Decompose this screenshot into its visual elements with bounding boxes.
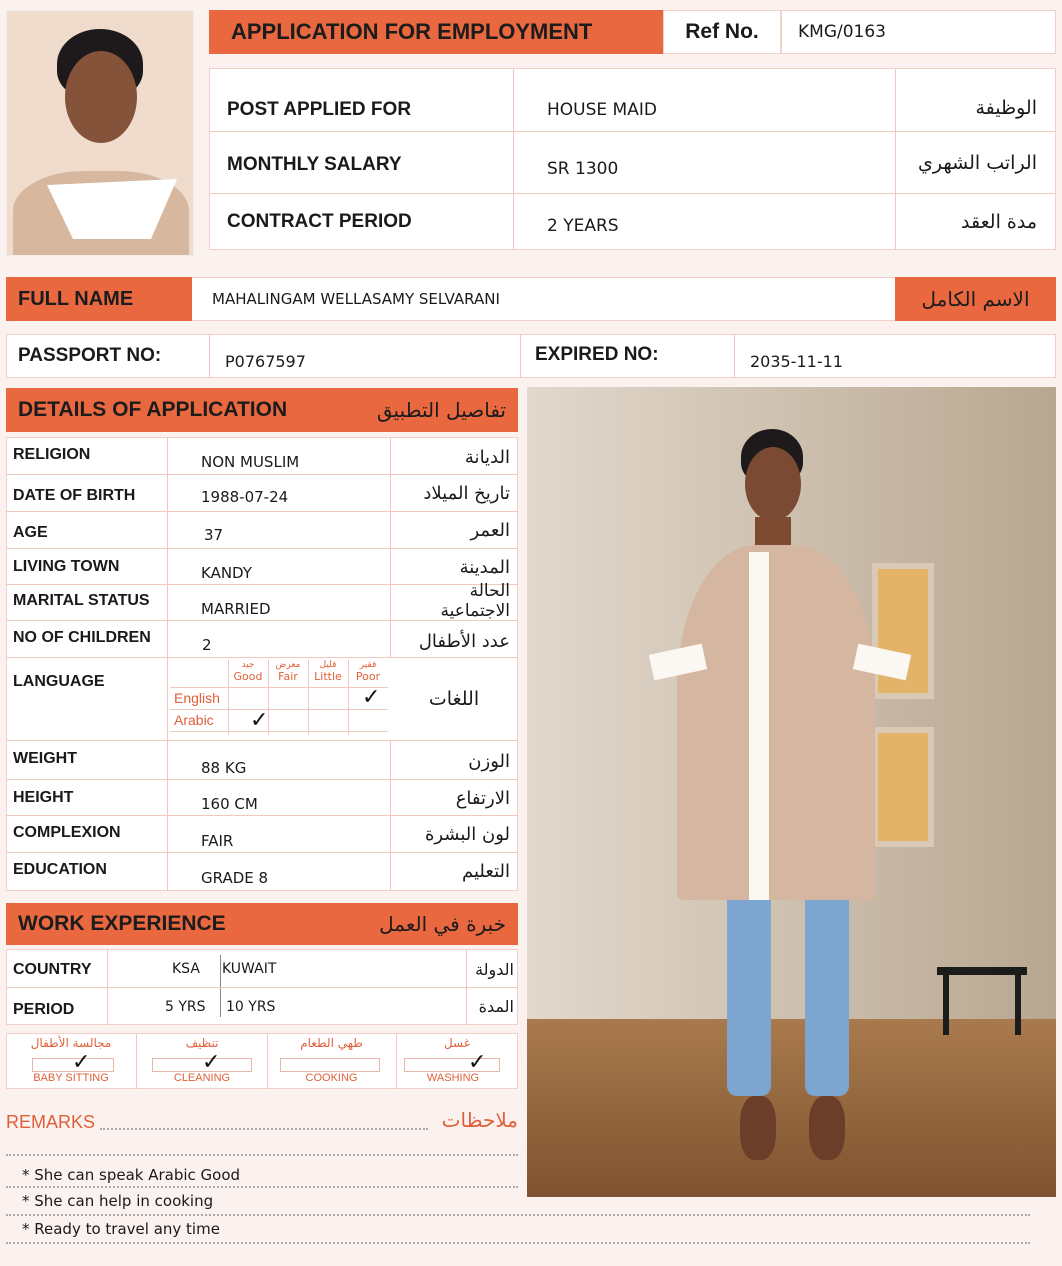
children-label: NO OF CHILDREN [13, 629, 151, 646]
remark-line-3: * Ready to travel any time [22, 1220, 220, 1238]
washing-check-icon: ✓ [468, 1050, 487, 1075]
children-value: 2 [202, 636, 212, 654]
marital-status-value: MARRIED [201, 600, 271, 618]
complexion-label: COMPLEXION [13, 824, 121, 841]
weight-value: 88 KG [201, 759, 247, 777]
education-value: GRADE 8 [201, 869, 269, 887]
period-ar: المدة [478, 996, 514, 1016]
language-grid: جيد Good معرض Fair قليل Little فقير Poor English Arabic ✓ ✓ [170, 660, 388, 735]
full-name-value: MAHALINGAM WELLASAMY SELVARANI [212, 290, 500, 308]
education-ar: التعليم [462, 860, 510, 882]
religion-value: NON MUSLIM [201, 453, 300, 471]
living-town-ar: المدينة [459, 556, 510, 578]
skill-cooking: طهي الطعام COOKING [268, 1036, 395, 1086]
remark-line-1: * She can speak Arabic Good [22, 1166, 241, 1184]
height-value: 160 CM [201, 795, 258, 813]
cleaning-check-icon: ✓ [202, 1050, 221, 1075]
country-label: COUNTRY [13, 961, 92, 978]
dob-value: 1988-07-24 [201, 488, 289, 506]
monthly-salary-value: SR 1300 [547, 159, 619, 179]
country-ar: الدولة [475, 959, 514, 979]
children-ar: عدد الأطفال [418, 630, 510, 652]
weight-ar: الوزن [468, 750, 510, 772]
details-header: DETAILS OF APPLICATION تفاصيل التطبيق [6, 388, 518, 432]
full-name-ar: الاسم الكامل [895, 277, 1056, 321]
skill-cleaning: تنظيف CLEANING ✓ [138, 1036, 266, 1086]
period-label: PERIOD [13, 1001, 75, 1018]
dob-ar: تاريخ الميلاد [423, 482, 510, 504]
language-ar: اللغات [428, 688, 480, 710]
skill-baby-sitting: مجالسة الأطفال BABY SITTING ✓ [8, 1036, 134, 1086]
height-ar: الارتفاع [455, 787, 510, 809]
contract-period-value: 2 YEARS [547, 216, 619, 236]
full-name-label: FULL NAME [6, 277, 192, 321]
arabic-label: Arabic [174, 712, 214, 728]
age-label: AGE [13, 524, 48, 541]
dob-label: DATE OF BIRTH [13, 487, 136, 504]
marital-status-label: MARITAL STATUS [13, 592, 150, 609]
religion-label: RELIGION [13, 446, 91, 463]
monthly-salary-ar: الراتب الشهري [918, 152, 1037, 174]
height-label: HEIGHT [13, 789, 74, 806]
passport-row [6, 334, 1056, 378]
arabic-good-check-icon: ✓ [250, 708, 269, 733]
application-title: APPLICATION FOR EMPLOYMENT [209, 10, 663, 54]
contract-period-ar: مدة العقد [961, 211, 1037, 233]
remarks-label: REMARKS [6, 1112, 96, 1132]
weight-label: WEIGHT [13, 750, 77, 767]
ref-value: KMG/0163 [781, 10, 1056, 54]
marital-status-ar: الحالة الاجتماعية [440, 581, 510, 621]
work-experience-header: WORK EXPERIENCE خبرة في العمل [6, 903, 518, 945]
english-label: English [174, 690, 220, 706]
english-poor-check-icon: ✓ [362, 685, 381, 710]
contract-period-label: CONTRACT PERIOD [227, 211, 412, 232]
living-town-value: KANDY [201, 564, 252, 582]
remarks-ar: ملاحظات [441, 1108, 518, 1132]
period-1-value: 5 YRS [165, 999, 206, 1015]
complexion-ar: لون البشرة [424, 823, 510, 845]
remark-line-2: * She can help in cooking [22, 1192, 214, 1210]
living-town-label: LIVING TOWN [13, 558, 120, 575]
complexion-value: FAIR [201, 832, 234, 850]
period-2-value: 10 YRS [226, 999, 276, 1015]
post-applied-value: HOUSE MAID [547, 100, 657, 120]
country-1-value: KSA [172, 961, 200, 977]
monthly-salary-label: MONTHLY SALARY [227, 154, 402, 175]
age-value: 37 [204, 526, 224, 544]
skill-washing: غسل WASHING ✓ [398, 1036, 516, 1086]
language-label: LANGUAGE [13, 673, 105, 690]
passport-label: PASSPORT NO: [18, 345, 162, 366]
age-ar: العمر [470, 519, 510, 541]
religion-ar: الديانة [464, 446, 510, 468]
country-2-value: KUWAIT [222, 961, 277, 977]
baby-sitting-check-icon: ✓ [72, 1050, 91, 1075]
education-label: EDUCATION [13, 861, 107, 878]
post-applied-ar: الوظيفة [975, 97, 1037, 119]
portrait-photo [6, 10, 194, 256]
ref-label: Ref No. [663, 10, 781, 54]
expired-label: EXPIRED NO: [535, 344, 659, 365]
passport-value: P0767597 [225, 351, 306, 371]
full-body-photo [527, 387, 1056, 1197]
post-applied-label: POST APPLIED FOR [227, 99, 412, 120]
expired-value: 2035-11-11 [750, 351, 843, 371]
